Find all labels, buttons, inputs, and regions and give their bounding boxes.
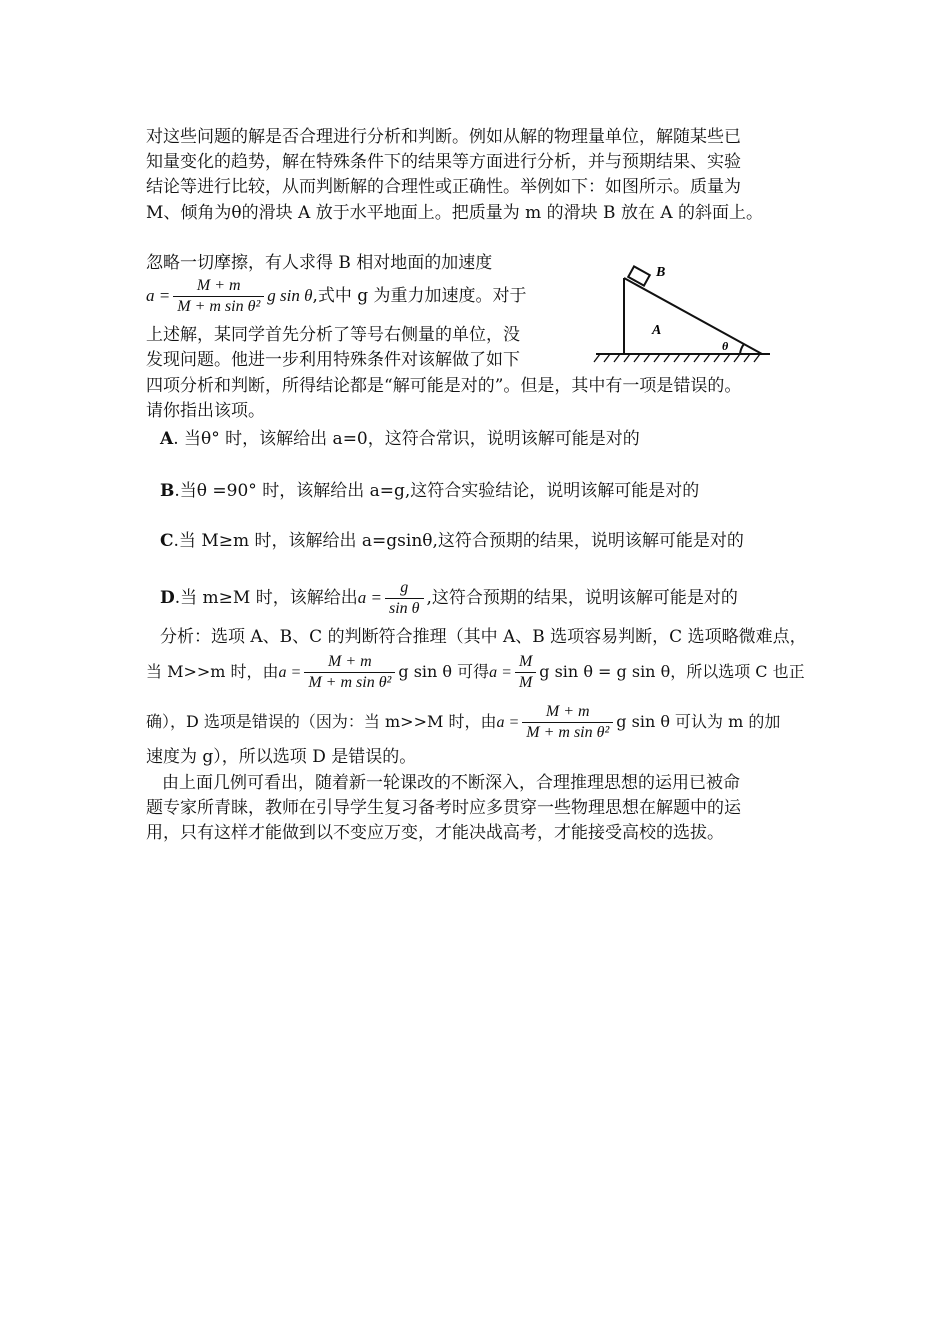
formula-lhs: a =: [146, 286, 171, 305]
label-theta: θ: [722, 339, 729, 353]
paragraph-line: 请你指出该项。: [146, 401, 265, 421]
paragraph-line: 知量变化的趋势，解在特殊条件下的结果等方面进行分析，并与预期结果、实验: [146, 152, 741, 172]
paragraph-line: 四项分析和判断，所得结论都是“解可能是对的”。但是，其中有一项是错误的。: [146, 376, 742, 396]
fraction: [304, 652, 395, 693]
formula-line: [146, 274, 527, 318]
label-a: A: [652, 323, 662, 338]
option-text: . 当θ° 时，该解给出 a=0，这符合常识，说明该解可能是对的: [173, 429, 640, 449]
option-a: [160, 428, 640, 450]
paragraph-line: 忽略一切摩擦，有人求得 B 相对地面的加速度: [146, 253, 493, 273]
analysis-text: g sin θ = g sin θ，所以选项 C 也正: [539, 662, 805, 681]
formula-lhs: a =: [278, 664, 302, 681]
formula-lhs: a =: [357, 588, 382, 607]
conclusion-line: 由上面几例可看出，随着新一轮课改的不断深入，合理推理思想的运用已被命: [162, 773, 740, 793]
paragraph-line: 上述解，某同学首先分析了等号右侧量的单位，没: [146, 325, 520, 345]
formula-lhs: a =: [489, 664, 512, 681]
fraction: [385, 578, 424, 619]
option-letter: B: [160, 481, 175, 501]
fraction-denominator: M + m sin θ²: [526, 724, 610, 741]
option-text: .当 m≥M 时，该解给出: [174, 588, 358, 608]
conclusion-line: 题专家所青睐，教师在引导学生复习备考时应多贯穿一些物理思想在解题中的运: [146, 798, 741, 818]
analysis-line: [146, 650, 805, 695]
analysis-line: 分析：选项 A、B、C 的判断符合推理（其中 A、B 选项容易判断，C 选项略微难点，: [160, 627, 807, 647]
fraction-denominator: sin θ: [388, 600, 420, 617]
label-b: B: [656, 265, 666, 280]
analysis-text: g sin θ 可得: [398, 662, 490, 681]
option-letter: A: [160, 429, 174, 449]
fraction: [173, 276, 264, 317]
option-letter: D: [160, 588, 175, 608]
fraction-numerator: M: [515, 652, 536, 673]
paragraph-line: M、倾角为θ的滑块 A 放于水平地面上。把质量为 m 的滑块 B 放在 A 的斜面上。: [146, 203, 764, 223]
analysis-text: 确），D 选项是错误的（因为：当 m>>M 时，由: [146, 712, 497, 731]
formula-text: ,式中 g 为重力加速度。对于: [312, 286, 527, 306]
formula-tail: g sin θ: [267, 286, 313, 305]
incline-figure: [590, 262, 780, 372]
formula-lhs: a =: [496, 714, 520, 731]
analysis-text: 当 M>>m 时，由: [146, 662, 279, 681]
paragraph-line: 对这些问题的解是否合理进行分析和判断。例如从解的物理量单位，解随某些已: [146, 127, 741, 147]
conclusion-line: 用，只有这样才能做到以不变应万变，才能决战高考，才能接受高校的选拔。: [146, 823, 724, 843]
paragraph-line: 发现问题。他进一步利用特殊条件对该解做了如下: [146, 350, 520, 370]
fraction-denominator: M + m sin θ²: [308, 674, 392, 691]
analysis-line: [146, 700, 780, 745]
fraction: [522, 702, 613, 743]
option-b: [160, 480, 699, 502]
fraction-denominator: M + m sin θ²: [177, 298, 261, 315]
paragraph-line: 结论等进行比较，从而判断解的合理性或正确性。举例如下：如图所示。质量为: [146, 177, 741, 197]
fraction: [515, 652, 536, 693]
fraction-numerator: M + m: [522, 702, 613, 723]
option-text: .当θ =90° 时，该解给出 a=g,这符合实验结论，说明该解可能是对的: [174, 481, 700, 501]
option-text: .当 M≥m 时，该解给出 a=gsinθ,这符合预期的结果，说明该解可能是对的: [173, 531, 744, 551]
analysis-text: g sin θ 可认为 m 的加: [616, 712, 781, 731]
option-d: [160, 576, 738, 620]
option-c: [160, 530, 744, 552]
fraction-numerator: M + m: [173, 276, 264, 297]
fraction-denominator: M: [518, 674, 533, 691]
option-text: ,这符合预期的结果，说明该解可能是对的: [426, 588, 738, 608]
analysis-line: 速度为 g），所以选项 D 是错误的。: [146, 747, 417, 767]
fraction-numerator: g: [385, 578, 424, 599]
fraction-numerator: M + m: [304, 652, 395, 673]
option-letter: C: [160, 531, 174, 551]
